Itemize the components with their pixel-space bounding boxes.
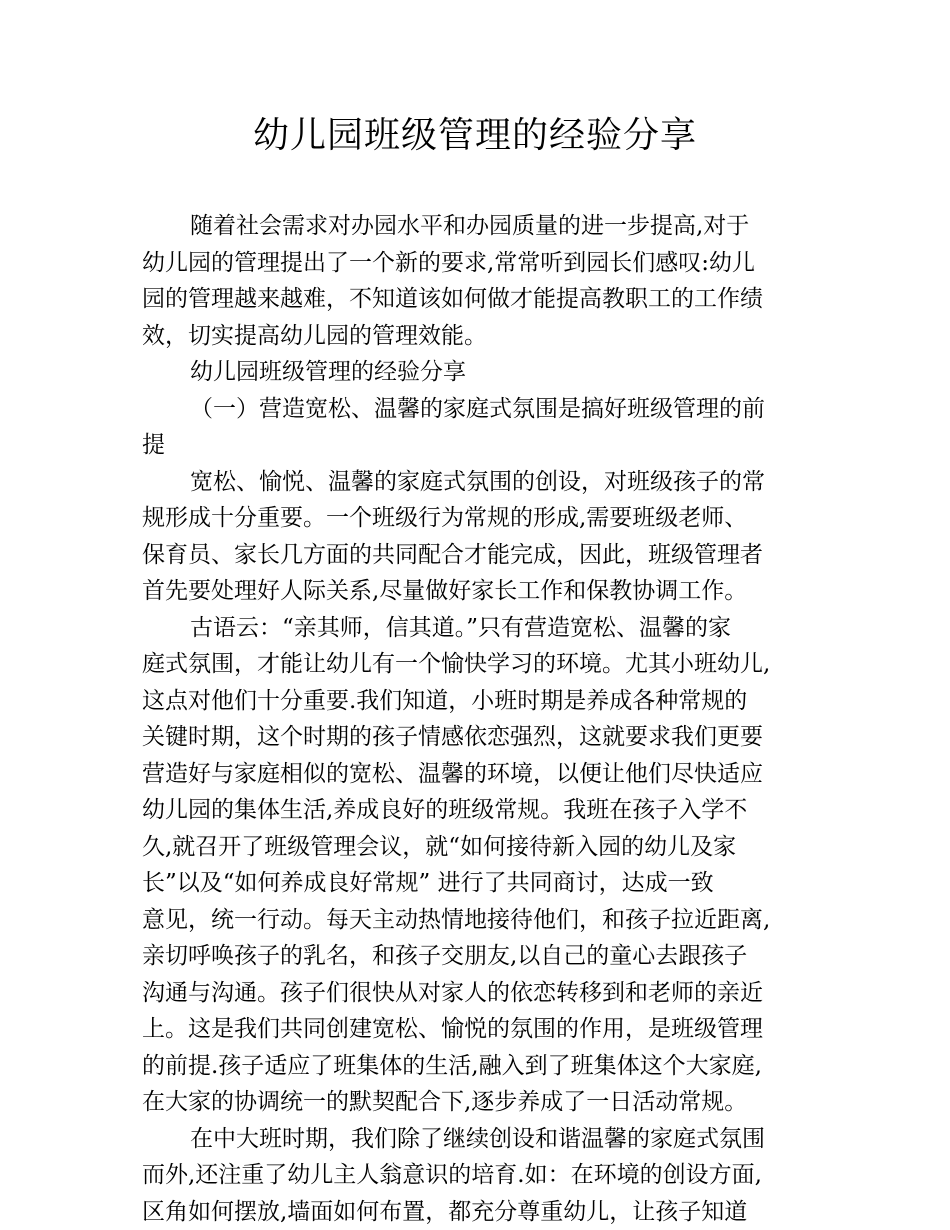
body-line: 首先要处理好人际关系,尽量做好家长工作和保教协调工作。: [142, 578, 748, 604]
body-line: 效，切实提高幼儿园的管理效能。: [142, 322, 487, 349]
body-line: 古语云：“亲其师，信其道。”只有营造宽松、温馨的家: [190, 614, 732, 641]
body-line: 沟通与沟通。孩子们很快从对家人的依恋转移到和老师的亲近: [142, 979, 763, 1006]
body-line: 关键时期，这个时期的孩子情感依恋强烈，这就要求我们更要: [142, 724, 763, 750]
body-line: 保育员、家长几方面的共同配合才能完成，因此，班级管理者: [142, 541, 763, 568]
body-line: 这点对他们十分重要.我们知道，小班时期是养成各种常规的: [142, 687, 748, 714]
body-line: 意见，统一行动。每天主动热情地接待他们，和孩子拉近距离,: [142, 906, 771, 933]
body-line: 的前提.孩子适应了班集体的生活,融入到了班集体这个大家庭,: [142, 1052, 762, 1079]
body-line: 在中大班时期，我们除了继续创设和谐温馨的家庭式氛围: [190, 1125, 765, 1152]
body-line: 而外,还注重了幼儿主人翁意识的培育.如：在环境的创设方面,: [142, 1162, 762, 1188]
body-line: 规形成十分重要。一个班级行为常规的形成,需要班级老师、: [142, 505, 748, 531]
body-line: 幼儿园的管理提出了一个新的要求,常常听到园长们感叹:幼儿: [142, 249, 756, 276]
document-body: [142, 208, 832, 1230]
body-line: 区角如何摆放,墙面如何布置，都充分尊重幼儿，让孩子知道: [142, 1198, 748, 1225]
body-line: 园的管理越来越难，不知道该如何做才能提高教职工的工作绩: [142, 286, 763, 312]
body-line: 上。这是我们共同创建宽松、愉悦的氛围的作用，是班级管理: [142, 1016, 763, 1042]
body-line: 久,就召开了班级管理会议，就“如何接待新入园的幼儿及家: [142, 833, 737, 860]
body-line: （一）营造宽松、温馨的家庭式氛围是搞好班级管理的前: [190, 395, 765, 422]
body-line: 营造好与家庭相似的宽松、温馨的环境，以便让他们尽快适应: [142, 760, 763, 787]
body-line: 庭式氛围，才能让幼儿有一个愉快学习的环境。尤其小班幼儿,: [142, 651, 771, 677]
body-line: 在大家的协调统一的默契配合下,逐步养成了一日活动常规。: [142, 1089, 748, 1115]
body-line: 宽松、愉悦、温馨的家庭式氛围的创设，对班级孩子的常: [190, 468, 765, 495]
body-line: 幼儿园的集体生活,养成良好的班级常规。我班在孩子入学不: [142, 797, 748, 823]
body-line: 亲切呼唤孩子的乳名，和孩子交朋友,以自己的童心去跟孩子: [142, 943, 748, 969]
body-line: 随着社会需求对办园水平和办园质量的进一步提高,对于: [190, 213, 750, 239]
body-line: 幼儿园班级管理的经验分享: [190, 359, 466, 385]
document-title: 幼儿园班级管理的经验分享: [252, 115, 697, 156]
body-line: 提: [142, 432, 165, 458]
body-line: 长”以及“如何养成良好常规” 进行了共同商讨，达成一致: [142, 870, 714, 896]
